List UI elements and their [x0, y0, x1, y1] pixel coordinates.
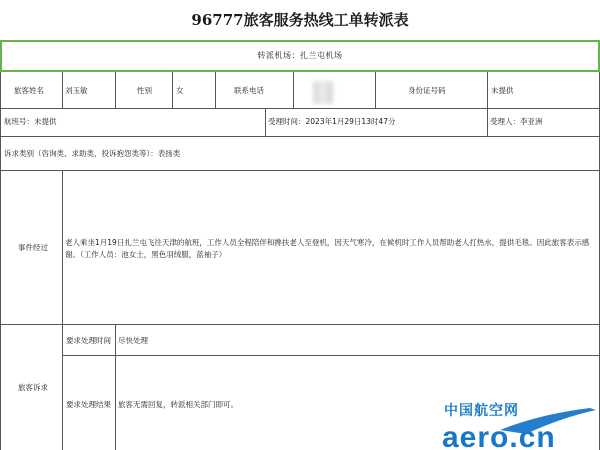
form-table	[0, 72, 600, 450]
col-divider	[487, 108, 488, 136]
accept-time: 受理时间：2023年1月29日13时47分	[268, 117, 396, 126]
acceptor: 受理人：李亚洲	[490, 117, 543, 126]
demands-label: 旅客诉求	[18, 383, 48, 392]
transfer-airport-row	[0, 40, 600, 72]
transfer-airport-text: 转派机场：扎兰屯机场	[257, 51, 343, 60]
row-divider	[0, 170, 600, 171]
row-divider	[0, 324, 600, 325]
col-divider	[115, 72, 116, 108]
id-number-label: 身份证号码	[408, 86, 446, 95]
row-divider	[0, 136, 600, 137]
required-result-value: 旅客无需回复，转派相关部门即可。	[118, 400, 238, 409]
gender-value: 女	[176, 86, 184, 95]
logo-en-text: aero.cn	[442, 421, 556, 450]
id-number-value: 未提供	[491, 86, 514, 95]
required-result-label: 要求处理结果	[66, 400, 111, 409]
passenger-name-value: 刘玉敏	[65, 86, 88, 95]
row-divider	[62, 355, 600, 356]
row-divider	[0, 108, 600, 109]
col-divider	[215, 72, 216, 108]
passenger-name-label: 旅客姓名	[14, 86, 44, 95]
flight-number: 航班号：未提供	[4, 117, 57, 126]
gender-label: 性别	[137, 86, 152, 95]
col-divider	[293, 72, 294, 108]
event-label: 事件经过	[18, 243, 48, 252]
col-divider	[375, 72, 376, 108]
col-divider	[172, 72, 173, 108]
col-divider	[62, 170, 63, 450]
phone-value-redacted	[313, 81, 333, 104]
col-divider	[115, 324, 116, 450]
demand-category: 诉求类别（咨询类、求助类、投诉抱怨类等）：表扬类	[4, 149, 181, 158]
col-divider	[62, 72, 63, 108]
event-description: 老人乘坐1月19日扎兰屯飞往天津的航班，工作人员全程陪伴和搀扶老人至登机，因天气寒冷，在候机时工作人员帮助老人打热水，提供毛毯。因此旅客表示感谢。（工作人员：池女士，黑色羽绒服，蓝袖子）	[65, 238, 590, 259]
required-time-label: 要求处理时间	[66, 336, 111, 345]
col-divider	[265, 108, 266, 136]
logo-cn-text: 中国航空网	[444, 402, 519, 418]
required-time-value: 尽快处理	[118, 336, 148, 345]
col-divider	[487, 72, 488, 108]
form-title: 96777旅客服务热线工单转派表	[191, 11, 409, 29]
phone-label: 联系电话	[234, 86, 264, 95]
